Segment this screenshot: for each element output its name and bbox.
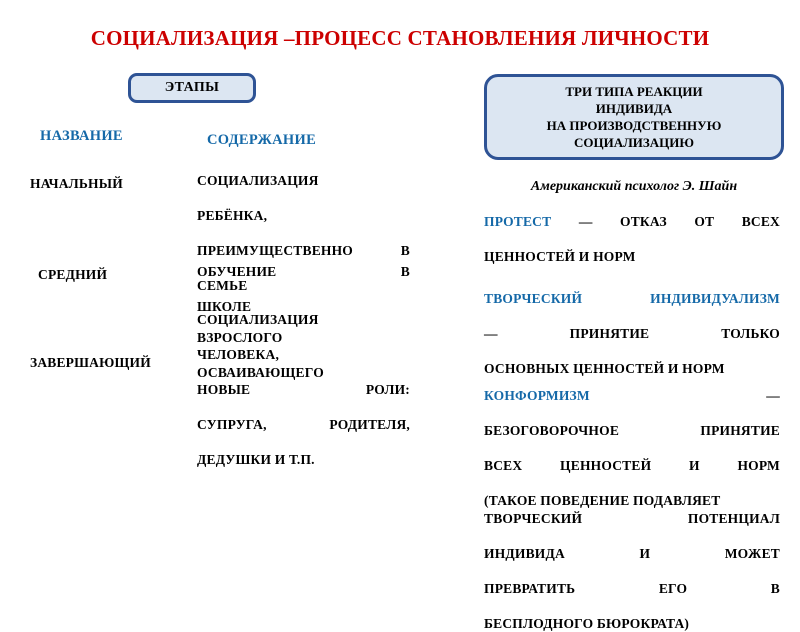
reaction-second-line (484, 325, 780, 360)
stage-content-line: СОЦИАЛИЗАЦИЯ (197, 311, 410, 329)
reaction-dash: — (579, 214, 593, 229)
reaction-first-line (484, 290, 780, 325)
reaction-item-creative-individualism (484, 290, 780, 378)
reaction-term: КОНФОРМИЗМ (484, 388, 590, 403)
stage-row-label: ЗАВЕРШАЮЩИЙ (30, 355, 151, 371)
stage-content-line: ПРЕИМУЩЕСТВЕННО В (197, 242, 410, 277)
stage-content-line: ЧЕЛОВЕКА, (197, 346, 410, 364)
reaction-body-line: ЦЕННОСТЕЙ И НОРМ (484, 248, 780, 266)
reaction-body-line: ИНДИВИДА И МОЖЕТ (484, 545, 780, 580)
attribution-text: Американский психолог Э. Шайн (484, 179, 784, 195)
stage-row-label: СРЕДНИЙ (38, 267, 107, 283)
reactions-heading-line: НА ПРОИЗВОДСТВЕННУЮ (547, 117, 722, 134)
stage-row-label: НАЧАЛЬНЫЙ (30, 176, 123, 192)
reaction-body-line: БЕЗОГОВОРОЧНОЕ ПРИНЯТИЕ (484, 422, 780, 457)
reaction-body-line: ТВОРЧЕСКИЙ ПОТЕНЦИАЛ (484, 510, 780, 545)
reaction-first-line (484, 387, 780, 422)
stage-content-line: ШКОЛЕ (197, 298, 410, 316)
reaction-item-conformism (484, 387, 780, 632)
reaction-dash: — (484, 326, 498, 341)
reaction-body-line: БЕСПЛОДНОГО БЮРОКРАТА) (484, 615, 780, 632)
stage-content-line: ДЕДУШКИ И Т.П. (197, 451, 410, 469)
stages-heading-label: ЭТАПЫ (165, 80, 220, 96)
stage-content-line: СУПРУГА, РОДИТЕЛЯ, (197, 416, 410, 451)
stage-row-content (197, 311, 410, 469)
stage-row-content (197, 263, 410, 316)
reactions-heading-line: ТРИ ТИПА РЕАКЦИИ (547, 83, 722, 100)
reaction-body-line: ПРЕВРАТИТЬ ЕГО В (484, 580, 780, 615)
reaction-item-protest (484, 213, 780, 266)
reaction-body-line: (ТАКОЕ ПОВЕДЕНИЕ ПОДАВЛЯЕТ (484, 492, 780, 510)
reaction-body-line: ПРИНЯТИЕ ТОЛЬКО (570, 326, 780, 341)
stage-content-line: СОЦИАЛИЗАЦИЯ (197, 172, 410, 207)
reaction-body-line: ВСЕХ ЦЕННОСТЕЙ И НОРМ (484, 457, 780, 492)
reaction-term: ТВОРЧЕСКИЙ ИНДИВИДУАЛИЗМ (484, 291, 780, 306)
reaction-first-line (484, 213, 780, 248)
stages-heading-box (128, 73, 256, 103)
stage-content-line: НОВЫЕ РОЛИ: (197, 381, 410, 416)
stage-content-line: СЕМЬЕ (197, 277, 410, 295)
reactions-heading-line: ИНДИВИДА (547, 100, 722, 117)
reactions-heading-box (484, 74, 784, 160)
reaction-term: ПРОТЕСТ (484, 214, 551, 229)
reactions-heading-line: СОЦИАЛИЗАЦИЮ (547, 134, 722, 151)
stage-content-line: РЕБЁНКА, (197, 207, 410, 242)
column-header-content: СОДЕРЖАНИЕ (207, 132, 316, 149)
reaction-dash: — (766, 388, 780, 403)
stage-content-line: ОБУЧЕНИЕ В (197, 263, 410, 298)
page-title: СОЦИАЛИЗАЦИЯ –ПРОЦЕСС СТАНОВЛЕНИЯ ЛИЧНОСТИ (0, 26, 800, 51)
reaction-body-line: ОСНОВНЫХ ЦЕННОСТЕЙ И НОРМ (484, 360, 780, 378)
reaction-body-line: ОТКАЗ ОТ ВСЕХ (620, 214, 780, 229)
stage-content-line: ВЗРОСЛОГО (197, 329, 410, 347)
column-header-name: НАЗВАНИЕ (40, 128, 123, 145)
stage-content-line: ОСВАИВАЮЩЕГО (197, 364, 410, 382)
